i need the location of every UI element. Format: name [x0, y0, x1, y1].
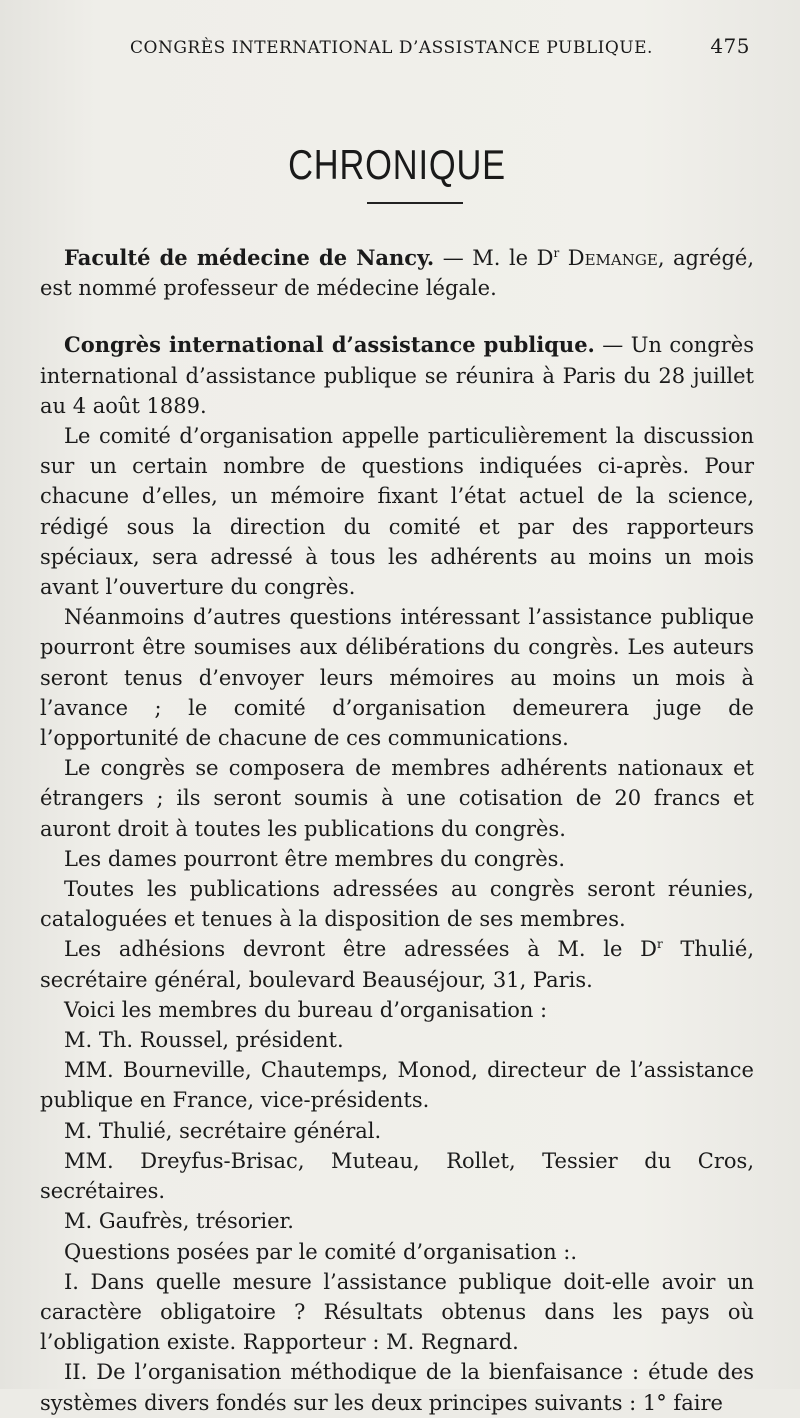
question-item: II. De l’organisation méthodique de la bienfaisance : étude des systèmes divers fondés sur les deux principes suivants : 1° faire [40, 1360, 754, 1415]
bureau-line: M. Gaufrès, trésorier. [64, 1209, 294, 1234]
page-number: 475 [710, 34, 750, 58]
question-item: I. Dans quelle mesure l’assistance publique doit-elle avoir un caractère obligatoire ? Résultats obtenus dans les pays où l’obligation existe. Rapporteur : M. Regnard. [40, 1269, 754, 1355]
article-body [40, 243, 754, 1418]
paragraph: Toutes les publications adressées au congrès seront réunies, cataloguées et tenues à la disposition de ses membres. [40, 877, 754, 932]
bureau-line: MM. Dreyfus-Brisac, Muteau, Rollet, Tessier du Cros, secrétaires. [40, 1148, 754, 1204]
adhesions-text-b: Thulié, secrétaire général, boulevard Beauséjour, 31, Paris. [40, 937, 754, 992]
questions-intro: Questions posées par le comité d’organisation :. [64, 1239, 578, 1264]
adhesions-sup: r [656, 937, 663, 952]
running-title: CONGRÈS INTERNATIONAL D’ASSISTANCE PUBLIQUE. [130, 38, 653, 58]
paragraph: Les dames pourront être membres du congrès. [64, 846, 566, 871]
item-nancy [40, 243, 754, 303]
running-header [40, 34, 754, 70]
adhesions-paragraph [40, 934, 754, 994]
bureau-line: MM. Bourneville, Chautemps, Monod, directeur de l’assistance publique en France, vice-présidents. [40, 1058, 754, 1113]
item-congres-heading: Congrès international d’assistance publique. [64, 332, 595, 358]
paragraph: Le comité d’organisation appelle particulièrement la discussion sur un certain nombre de questions indiquées ci-après. Pour chacune d’elles, un mémoire fixant l’état actuel de la science, rédigé sous la direction du comité et par des rapporteurs spéciaux, sera adressé à tous les adhérents au moins un mois avant l’ouverture du congrès. [40, 424, 754, 600]
paragraph: Le congrès se composera de membres adhérents nationaux et étrangers ; ils seront soumis à une cotisation de 20 francs et auront droit à toutes les publications du congrès. [40, 756, 754, 841]
title-rule [367, 202, 463, 204]
item-congres-text: — Un congrès international d’assistance publique se réunira à Paris du 28 juillet au 4 août 1889. [40, 333, 754, 418]
item-nancy-sup: r [553, 246, 560, 260]
adhesions-text-a: Les adhésions devront être adressées à M. le D [64, 937, 657, 962]
item-nancy-text-a: — M. le D [434, 246, 554, 270]
item-nancy-text-b: , agrégé, est nommé professeur de médecine légale. [40, 246, 754, 301]
bureau-line: M. Thulié, secrétaire général. [64, 1118, 382, 1143]
item-nancy-name: Demange [559, 246, 658, 270]
bureau-line: M. Th. Roussel, président. [64, 1028, 344, 1053]
item-congres [40, 330, 754, 421]
paragraph: Néanmoins d’autres questions intéressant l’assistance publique pourront être soumises aux délibérations du congrès. Les auteurs seront tenus d’envoyer leurs mémoires au moins un mois à l’avance ; le comité d’organisation demeurera juge de l’opportunité de chacune de ces communications. [40, 605, 754, 751]
section-title: CHRONIQUE [288, 141, 506, 188]
bureau-line: Voici les membres du bureau d’organisation : [64, 997, 548, 1022]
item-nancy-heading: Faculté de médecine de Nancy. [64, 245, 435, 270]
